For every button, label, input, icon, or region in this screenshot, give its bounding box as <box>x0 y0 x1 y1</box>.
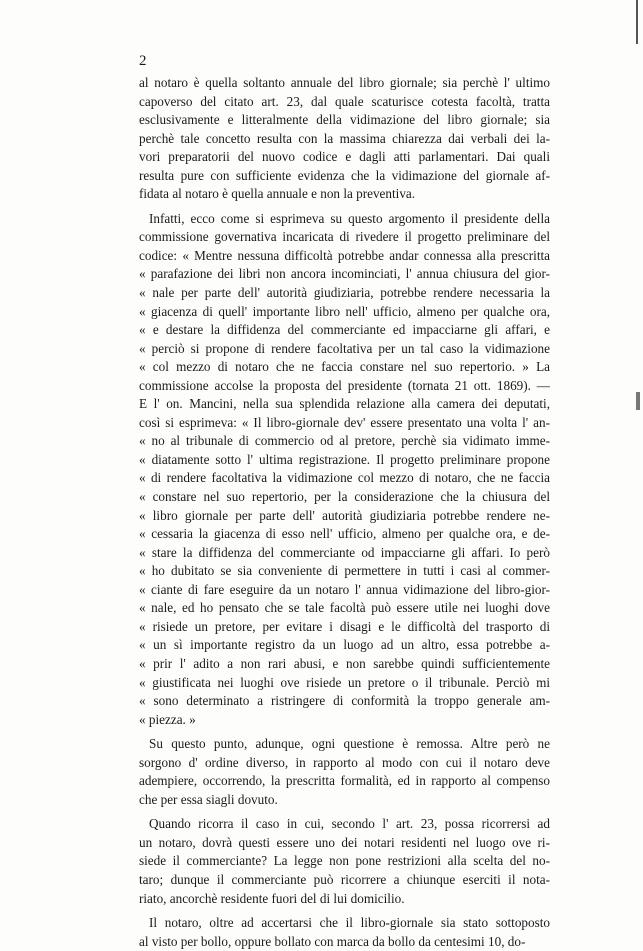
text-line: « di rendere facoltativa la vidimazione col mezzo di notaro, che ne faccia <box>139 470 550 486</box>
text-line: Il notaro, oltre ad accertarsi che il libro-giornale sia stato sottoposto <box>149 915 550 931</box>
text-line: « stare la diffidenza del commerciante od impacciarne gli affari. Io però <box>139 544 550 560</box>
text-line: vori preparatorii del nuovo codice e dagli atti parlamentari. Dai quali <box>139 149 550 165</box>
paragraph <box>139 74 550 204</box>
text-line: al notaro è quella soltanto annuale del libro giornale; sia perchè l' ultimo <box>139 75 550 90</box>
text-line: « risiede un pretore, per evitare i disagi e le difficoltà del trasporto di <box>139 618 550 634</box>
text-line: Su questo punto, adunque, ogni questione è remossa. Altre però ne <box>149 736 550 752</box>
text-line: E l' on. Mancini, nella sua splendida relazione alla camera dei deputati, <box>139 396 550 412</box>
text-line: « giustificata nei luoghi ove risiede un pretore o il tribunale. Perciò mi <box>139 674 550 690</box>
text-line: « no al tribunale di commercio od al pretore, perchè sia vidimato imme- <box>139 433 550 449</box>
text-line: fidata al notaro è quella annuale e non la preventiva. <box>139 186 416 202</box>
page-edge-tick <box>636 392 640 410</box>
text-line: sorgono d' ordine diverso, in rapporto al modo con cui il notaro deve <box>139 754 550 770</box>
text-line: taro; dunque il commerciante può ricorrere a chiunque eserciti il nota- <box>139 871 550 887</box>
text-line: « e destare la diffidenza del commerciante ed impacciarne gli affari, e <box>139 322 550 338</box>
text-line: così si esprimeva: « Il libro-giornale dev' essere presentato una volta l' an- <box>139 414 550 430</box>
text-line: « prir l' adito a non rari abusi, e non sarebbe quindi sufficientemente <box>139 655 550 671</box>
text-line: « nale per parte dell' autorità giudiziaria, potrebbe rendere necessaria la <box>139 285 550 301</box>
text-line: riato, ancorchè residente fuori del di lui domicilio. <box>139 890 405 906</box>
text-line: codice: « Mentre nessuna difficoltà potrebbe andar connessa alla prescritta <box>139 247 550 263</box>
text-line: commissione accolse la proposta del presidente (tornata 21 ott. 1869). — <box>139 377 550 393</box>
text-line: « diatamente sotto l' ultima registrazione. Il progetto preliminare propone <box>139 451 550 467</box>
text-line: capoverso del citato art. 23, dal quale scaturisce cotesta facoltà, tratta <box>139 93 550 109</box>
text-line: « ciante di fare eseguire da un notaro l' annua vidimazione del libro-gior- <box>139 581 550 597</box>
text-line: siede il commerciante? La legge non pone restrizioni alla scelta del no- <box>139 853 550 869</box>
paragraph <box>139 210 550 729</box>
text-line: « giacenza di quell' importante libro nell' ufficio, almeno per qualche ora, <box>139 303 550 319</box>
text-line: un notaro, dovrà questi essere uno dei notari residenti nel luogo ove ri- <box>139 834 550 850</box>
text-line: « piezza. » <box>139 711 196 727</box>
text-line: adempiere, occorrendo, la prescritta formalità, ed in rapporto al compenso <box>139 773 550 789</box>
text-line: « libro giornale per parte dell' autorità giudiziaria potrebbe rendere ne- <box>139 507 550 523</box>
text-line: Quando ricorra il caso in cui, secondo l' art. 23, possa ricorrersi ad <box>149 816 550 832</box>
text-line: « cessaria la giacenza di esso nell' ufficio, almeno per qualche ora, e de- <box>139 526 550 542</box>
paragraph <box>139 735 550 809</box>
page-edge-mark <box>636 0 638 44</box>
text-line: « perciò si propone di rendere facoltativa per un tal caso la vidimazione <box>139 340 550 356</box>
text-line: « nale, ed ho pensato che se tale facoltà può essere utile nei luoghi dove <box>139 600 550 616</box>
page-number: 2 <box>139 53 147 69</box>
body-text <box>139 74 550 951</box>
text-line: « un sì importante registro da un luogo ad un altro, essa potrebbe a- <box>139 637 550 653</box>
text-line: esclusivamente e litteralmente della vidimazione del libro giornale; sia <box>139 112 550 128</box>
text-line: perchè tale concetto resulta con la massima chiarezza dai verbali dei la- <box>139 130 550 146</box>
text-line: « sono determinato a ristringere di conformità la troppo generale am- <box>139 693 550 709</box>
text-line: « constare nel suo repertorio, per la considerazione che la chiusura del <box>139 489 550 505</box>
text-line: « parafazione dei libri non ancora incominciati, l' annua chiusura del gior- <box>139 266 550 282</box>
paragraph <box>139 815 550 908</box>
text-line: « ho dubitato se sia conveniente di permettere in tutti i casi al commer- <box>139 563 550 579</box>
text-line: commissione governativa incaricata di rivedere il progetto preliminare del <box>139 229 550 245</box>
text-line: Infatti, ecco come si esprimeva su questo argomento il presidente della <box>149 210 550 226</box>
text-line: al visto per bollo, oppure bollato con marca da bollo da centesimi 10, do- <box>139 933 526 949</box>
text-line: resulta pure con sufficiente evidenza che la vidimazione del giornale af- <box>139 167 550 183</box>
text-line: che per essa siagli dovuto. <box>139 791 278 807</box>
text-line: « col mezzo di notaro che ne faccia constare nel suo repertorio. » La <box>139 359 550 375</box>
paragraph <box>139 914 550 951</box>
